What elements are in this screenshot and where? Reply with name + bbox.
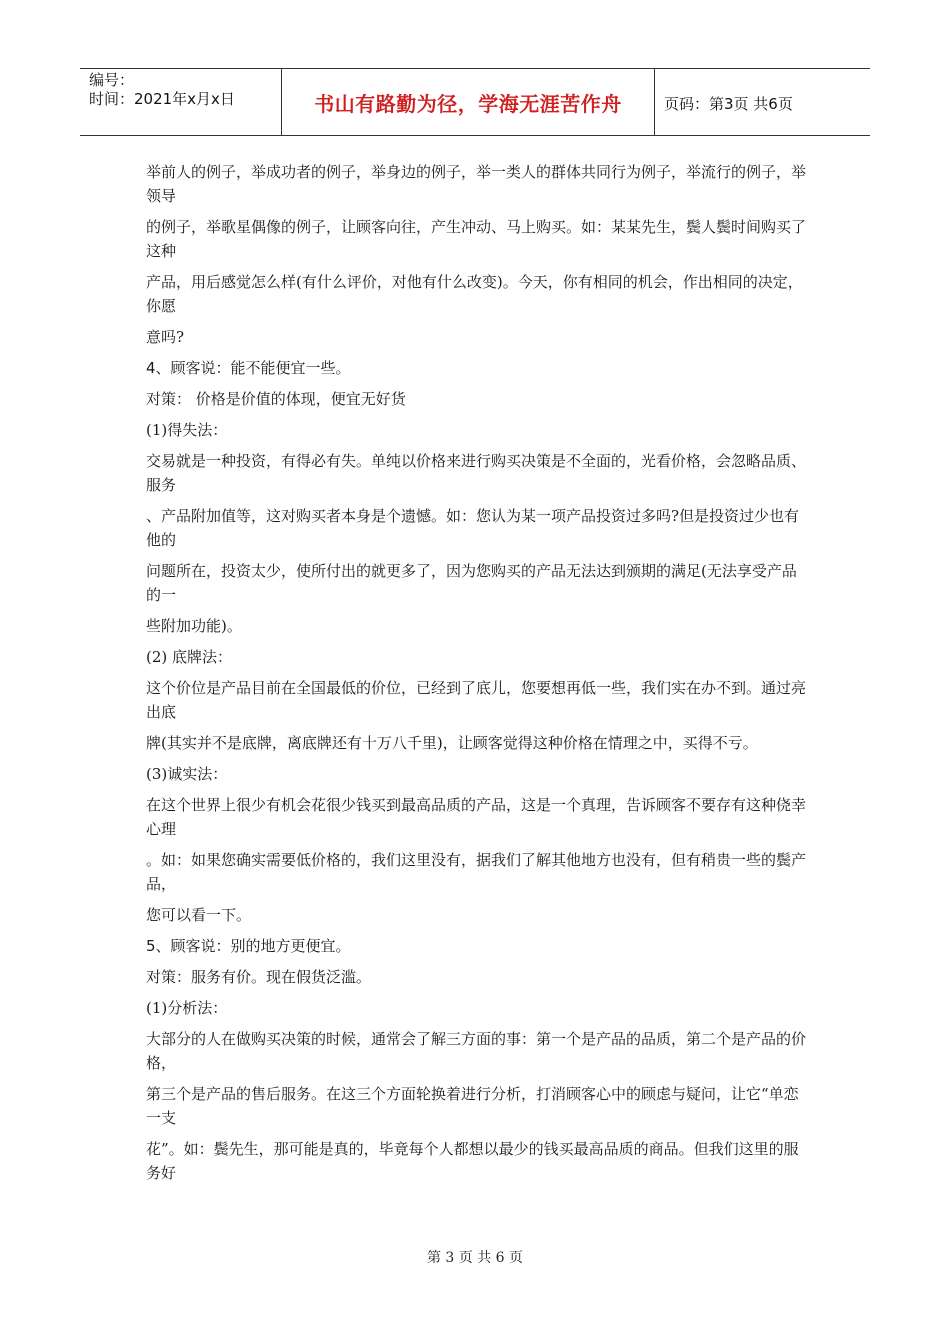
header-divider-right <box>654 68 655 135</box>
paragraph: 第三个是产品的售后服务。在这三个方面轮换着进行分析，打消顾客心中的顾虑与疑问，让它“单恋一支 <box>146 1085 799 1127</box>
subsection-heading: (1)分析法： <box>146 999 228 1017</box>
paragraph: 问题所在，投资太少，使所付出的就更多了，因为您购买的产品无法达到颁期的满足(无法享受产品的一 <box>146 562 797 604</box>
paragraph: 。如：如果您确实需要低价格的，我们这里没有，据我们了解其他地方也没有，但有稍贵一些的鬓产品， <box>146 851 807 893</box>
subsection-heading: (2) 底牌法： <box>146 648 233 666</box>
paragraph: 、产品附加值等，这对购买者本身是个遗憾。如：您认为某一项产品投资过多吗?但是投资过少也有他的 <box>146 507 800 549</box>
document-date-label: 时间：2021年x月x日 <box>89 90 235 108</box>
paragraph: 牌(其实并不是底牌，离底牌还有十万八千里)，让顾客觉得这种价格在情理之中，买得不亏。 <box>146 734 758 752</box>
document-number-label: 编号： <box>89 71 135 89</box>
paragraph: 交易就是一种投资，有得必有失。单纯以价格来进行购买决策是不全面的，光看价格，会忽略品质、服务 <box>146 452 807 494</box>
paragraph: 意吗? <box>146 328 185 346</box>
header-top-rule <box>80 68 870 69</box>
paragraph: 大部分的人在做购买决策的时候，通常会了解三方面的事：第一个是产品的品质，第二个是产品的价格， <box>146 1030 807 1072</box>
header-page-label: 页码：第3页 共6页 <box>664 95 793 113</box>
paragraph: 您可以看一下。 <box>146 906 252 924</box>
paragraph: 产品，用后感觉怎么样(有什么评价，对他有什么改变)。今天，你有相同的机会，作出相同的决定，你愿 <box>146 273 803 315</box>
header-left-cell <box>89 71 235 109</box>
paragraph: 举前人的例子，举成功者的例子，举身边的例子，举一类人的群体共同行为例子，举流行的例子，举领导 <box>146 163 807 205</box>
section-heading: 5、顾客说：别的地方更便宜。 <box>146 937 351 955</box>
paragraph: 这个价位是产品目前在全国最低的价位，已经到了底儿，您要想再低一些，我们实在办不到。通过亮出底 <box>146 679 807 721</box>
subsection-heading: (3)诚实法： <box>146 765 228 783</box>
paragraph: 花”。如：鬓先生，那可能是真的，毕竟每个人都想以最少的钱买最高品质的商品。但我们这里的服务好 <box>146 1140 799 1182</box>
section-heading: 4、顾客说：能不能便宜一些。 <box>146 359 351 377</box>
subsection-heading: (1)得失法： <box>146 421 228 439</box>
header-bottom-rule <box>80 135 870 136</box>
paragraph: 对策： 价格是价值的体现，便宜无好货 <box>146 390 406 408</box>
paragraph: 对策：服务有价。现在假货泛滥。 <box>146 968 372 986</box>
paragraph: 在这个世界上很少有机会花很少钱买到最高品质的产品，这是一个真理，告诉顾客不要存有这种侥幸心理 <box>146 796 807 838</box>
header-motto: 书山有路勤为径，学海无涯苦作舟 <box>314 92 622 116</box>
paragraph: 的例子，举歌星偶像的例子，让顾客向往，产生冲动、马上购买。如：某某先生，鬓人鬓时间购买了这种 <box>146 218 807 260</box>
paragraph: 些附加功能)。 <box>146 617 242 635</box>
page-footer: 第 3 页 共 6 页 <box>426 1250 524 1266</box>
document-body <box>146 160 806 1192</box>
